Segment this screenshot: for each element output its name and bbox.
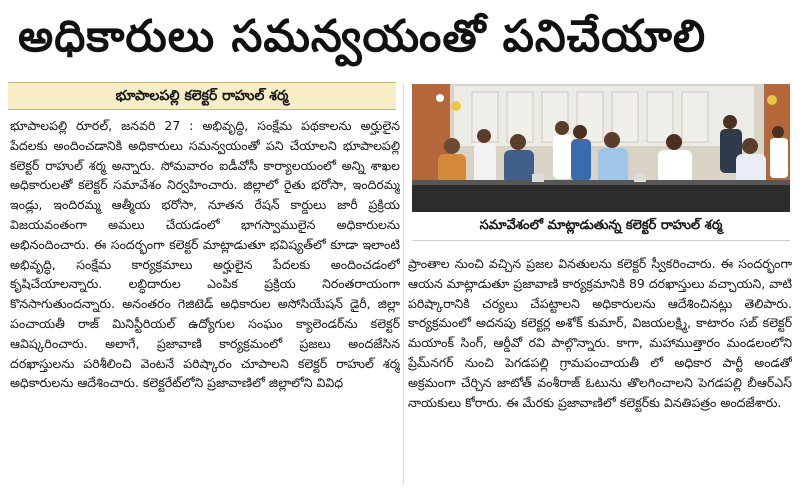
meeting-photo: [412, 84, 790, 212]
column-divider: [403, 84, 404, 484]
photo-caption: సమావేశంలో మాట్లాడుతున్న కలెక్టర్ రాహుల్ శర్మ: [479, 218, 723, 233]
article-column-right: [408, 254, 792, 486]
body-text-left: భూపాలపల్లి రూరల్, జనవరి 27 : అభివృద్ధి, సంక్షేమ పథకాలను అర్హులైన పేదలకు అందించడానికి అధికారులు సమన్వయంతో పని చేయాలని భూపాలపల్లి కలెక్టర్ రాహుల్ శర్మ అన్నారు. సోమవారం ఐడీవోసీ కార్యాలయంలో అన్ని శాఖల అధికారులతో కలెక్టర్ సమావేశం నిర్వహించారు. జిల్లాలో రైతు భరోసా, ఇందిరమ్మ ఇండ్లు, ఇందిరమ్మ ఆత్మీయ భరోసా, నూతన రేషన్ కార్డులు జారీ ప్రక్రియ విజయవంతంగా అమలు చేయడంలో భాగస్వాములైన అధికారులను అభినందించారు. ఈ సందర్భంగా కలెక్టర్ మాట్లాడుతూ భవిష్యత్‌లో కూడా ఇలాంటి అభివృద్ధి, సంక్షేమ కార్యక్రమాలు అర్హులైన పేదలకు అందించడంలో కృషిచేయాలన్నారు. లబ్ధిదారుల ఎంపిక ప్రక్రియ నిరంతరాయంగా కొనసాగుతుందన్నారు. అనంతరం గెజిటెడ్ అధికారుల అసోసియేషన్ డైరీ, జిల్లా పంచాయతీ రాజ్ మినిస్టీరియల్ ఉద్యోగుల సంఘం క్యాలెండర్‌ను కలెక్టర్ ఆవిష్కరించారు. అలాగే, ప్రజావాణి కార్యక్రమంలో ప్రజలు అందజేసిన దరఖాస్తులను పరిశీలించి వెంటనే పరిష్కారం చూపాలని కలెక్టర్ రాహుల్ శర్మ అధికారులను ఆదేశించారు. కలెక్టరేట్‌లోని ప్రజావాణిలో జిల్లాలోని వివిధ: [10, 118, 400, 391]
meeting-photo-illustration: [412, 84, 790, 212]
article-column-left: [10, 116, 400, 486]
photo-caption-box: [412, 212, 790, 241]
headline: అధికారులు సమన్వయంతో పనిచేయాలి: [18, 11, 707, 62]
subheadline: భూపాలపల్లి కలెక్టర్ రాహుల్ శర్మ: [115, 88, 289, 104]
subheadline-banner: [8, 82, 396, 110]
body-text-right: ప్రాంతాల నుంచి వచ్చిన ప్రజల వినతులను కలెక్టర్ స్వీకరించారు. ఈ సందర్భంగా ఆయన మాట్లాడుతూ ప్రజావాణి కార్యక్రమానికి 89 దరఖాస్తులు వచ్చాయని, వాటి పరిష్కారానికి చర్యలు చేపట్టాలని అధికారులను ఆదేశించినట్లు తెలిపారు. కార్యక్రమంలో అదనపు కలెక్టర్ల అశోక్ కుమార్, విజయలక్ష్మి, కాటారం సబ్ కలెక్టర్ మయాంక్ సింగ్, ఆర్డీవో రవి పాల్గొన్నారు. కాగా, మహాముత్తారం మండలంలోని ప్రేమ్‌నగర్ నుంచి పెగడపల్లి గ్రామపంచాయతీ లో అధికార పార్టీ అండతో అక్రమంగా చేర్చిన జాటోత్ వంశీరాజ్ ఓటును తొలగించాలని పెగడపల్లి బీఆర్ఎస్ నాయకులు కోరారు. ఈ మేరకు ప్రజావాణిలో కలెక్టర్‌కు వినతిపత్రం అందజేశారు.: [408, 256, 792, 410]
